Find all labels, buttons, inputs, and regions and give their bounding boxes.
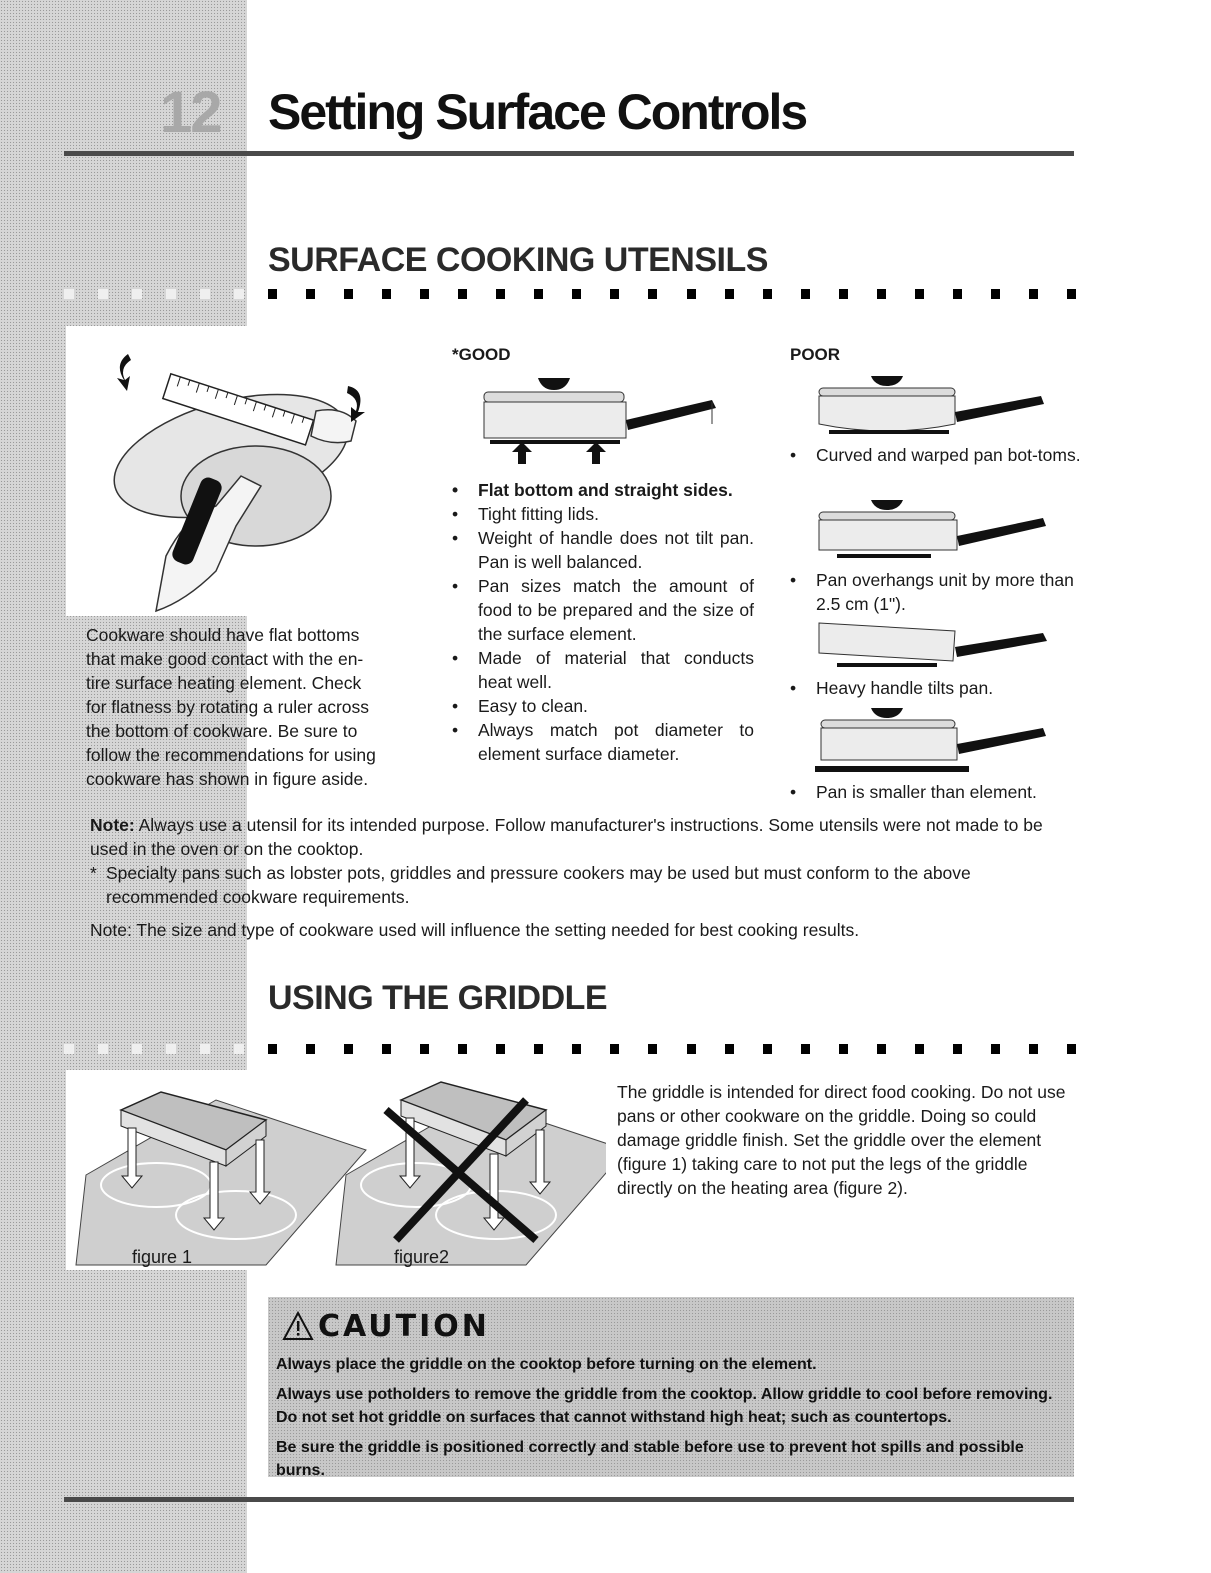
flatness-line: cookware has shown in figure aside. (86, 769, 369, 789)
page-number: 12 (160, 80, 221, 145)
warped-pan-illustration (815, 372, 1055, 438)
dotted-rule (268, 1044, 1076, 1054)
header-rule (64, 151, 1074, 156)
cookware-note: Note: The size and type of cookware used will influence the setting needed for best cooking results. (90, 920, 860, 940)
asterisk: * (90, 863, 97, 883)
sidebar-dots (64, 289, 244, 301)
sidebar-dots (64, 1044, 244, 1056)
poor-item: • Curved and warped pan bot-toms. (790, 443, 1101, 467)
flatness-text (86, 623, 416, 791)
page-title: Setting Surface Controls (268, 84, 807, 140)
figure1-caption: figure 1 (132, 1247, 193, 1267)
overhang-pan-illustration (815, 498, 1055, 564)
flatness-line: the bottom of cookware. Be sure to (86, 721, 358, 741)
figure2-caption: figure2 (394, 1247, 450, 1267)
flatness-line: follow the recommendations for using (86, 745, 376, 765)
poor-item: • Heavy handle tilts pan. (790, 676, 1101, 700)
tilted-pan-illustration (815, 617, 1055, 673)
caution-line: Always use potholders to remove the griddle from the cooktop. Allow griddle to cool before removing. Do not set hot griddle on surfaces that cannot withstand high heat; such as countertops. (276, 1386, 1053, 1426)
list-item: • Made of material that conducts heat well. (452, 646, 754, 694)
note-label: Note: (90, 815, 135, 835)
caution-title: CAUTION (318, 1309, 490, 1344)
list-item: • Weight of handle does not tilt pan. Pan is well balanced. (452, 526, 754, 574)
flatness-line: tire surface heating element. Check (86, 673, 362, 693)
note-utensil (90, 813, 1070, 861)
list-item: • Flat bottom and straight sides. (452, 478, 754, 502)
caution-line: Be sure the griddle is positioned correctly and stable before use to prevent hot spills and possible burns. (276, 1439, 1024, 1479)
good-pan-illustration (480, 372, 730, 468)
dotted-rule (268, 289, 1076, 299)
list-item: • Always match pot diameter to element surface diameter. (452, 718, 754, 766)
poor-item: • Pan is smaller than element. (790, 780, 1101, 804)
caution-line: Always place the griddle on the cooktop before turning on the element. (276, 1356, 817, 1373)
warning-icon (282, 1311, 314, 1346)
list-item: • Tight fitting lids. (452, 502, 754, 526)
specialty-note-text: Specialty pans such as lobster pots, griddles and pressure cookers may be used but must conform to the above recommended cookware requirements. (106, 863, 971, 907)
caution-box (268, 1297, 1074, 1477)
flatness-line: Cookware should have flat bottoms (86, 625, 360, 645)
good-label: *GOOD (452, 345, 511, 364)
list-item: • Pan sizes match the amount of food to be prepared and the size of the surface element. (452, 574, 754, 646)
section-heading-utensils: SURFACE COOKING UTENSILS (268, 241, 768, 279)
footer-rule (64, 1497, 1074, 1502)
section-heading-griddle: USING THE GRIDDLE (268, 979, 608, 1017)
specialty-note (90, 861, 1066, 909)
small-pan-illustration (815, 706, 1055, 776)
list-item: • Easy to clean. (452, 694, 754, 718)
poor-item: • Pan overhangs unit by more than 2.5 cm (1"). (790, 568, 1101, 616)
griddle-description: The griddle is intended for direct food cooking. Do not use pans or other cookware on the griddle. Doing so could damage griddle finish. Set the griddle over the element (figure 1) taking care to not put the legs of the griddle directly on the heating area (figure 2). (617, 1082, 1066, 1198)
note-text: Always use a utensil for its intended purpose. Follow manufacturer's instructions. Some utensils were not made to be used in the oven or on the cooktop. (90, 815, 1043, 859)
flatness-line: for flatness by rotating a ruler across (86, 697, 370, 717)
griddle-figures (66, 1070, 606, 1270)
poor-label: POOR (790, 345, 841, 364)
flatness-line: that make good contact with the en- (86, 649, 364, 669)
ruler-check-illustration (66, 326, 406, 616)
good-list (452, 478, 754, 766)
